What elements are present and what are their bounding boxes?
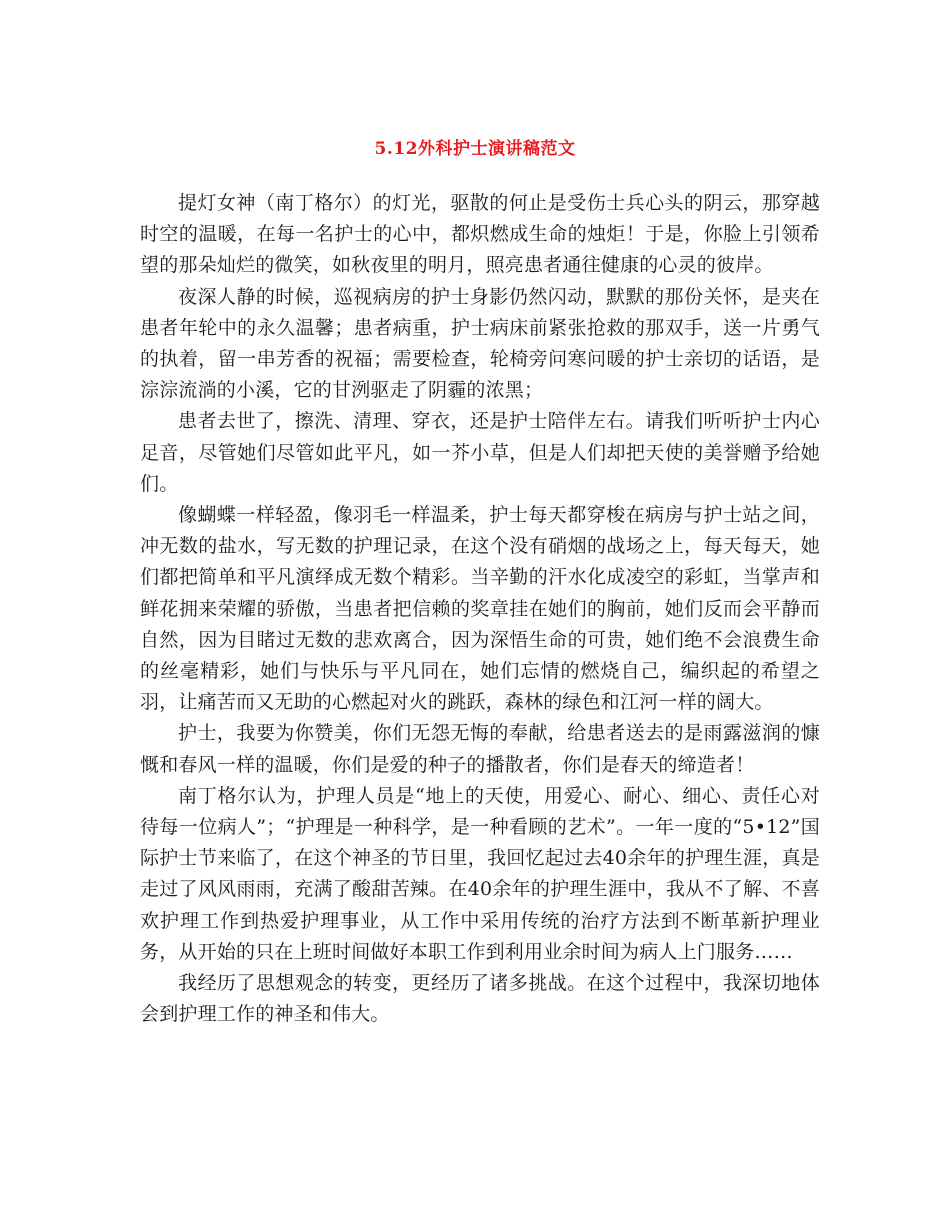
paragraph-4: 像蝴蝶一样轻盈，像羽毛一样温柔，护士每天都穿梭在病房与护士站之间，冲无数的盐水，写无数的护理记录，在这个没有硝烟的战场之上，每天每天，她们都把简单和平凡演绎成无数个精彩。当辛勤的汗水化成凌空的彩虹，当掌声和鲜花拥来荣耀的骄傲，当患者把信赖的奖章挂在她们的胸前，她们反而会平静而自然，因为目睹过无数的悲欢离合，因为深悟生命的可贵，她们绝不会浪费生命的丝毫精彩，她们与快乐与平凡同在，她们忘情的燃烧自己，编织起的希望之羽，让痛苦而又无助的心燃起对火的跳跃，森林的绿色和江河一样的阔大。	[140, 504, 820, 714]
paragraph-7: 我经历了思想观念的转变，更经历了诸多挑战。在这个过程中，我深切地体会到护理工作的神圣和伟大。	[140, 972, 820, 1026]
paragraph-5: 护士，我要为你赞美，你们无怨无悔的奉献，给患者送去的是雨露滋润的慷慨和春风一样的温暖，你们是爱的种子的播散者，你们是春天的缔造者！	[140, 722, 820, 776]
paragraph-2: 夜深人静的时候，巡视病房的护士身影仍然闪动，默默的那份关怀，是夹在患者年轮中的永久温馨；患者病重，护士病床前紧张抢救的那双手，送一片勇气的执着，留一串芳香的祝福；需要检查，轮椅旁问寒问暖的护士亲切的话语，是淙淙流淌的小溪，它的甘洌驱走了阴霾的浓黑；	[140, 285, 820, 402]
document-body	[140, 188, 820, 1030]
paragraph-1: 提灯女神（南丁格尔）的灯光，驱散的何止是受伤士兵心头的阴云，那穿越时空的温暖，在每一名护士的心中，都炽燃成生命的烛炬！于是，你脸上引领希望的那朵灿烂的微笑，如秋夜里的明月，照亮患者通往健康的心灵的彼岸。	[140, 192, 820, 277]
paragraph-3: 患者去世了，擦洗、清理、穿衣，还是护士陪伴左右。请我们听听护士内心足音，尽管她们尽管如此平凡，如一芥小草，但是人们却把天使的美誉赠予给她们。	[140, 410, 820, 495]
paragraph-6: 南丁格尔认为，护理人员是“地上的天使，用爱心、耐心、细心、责任心对待每一位病人”；“护理是一种科学，是一种看顾的艺术”。一年一度的“5•12”国际护士节来临了，在这个神圣的节日里，我回忆起过去40余年的护理生涯，真是走过了风风雨雨，充满了酸甜苦辣。在40余年的护理生涯中，我从不了解、不喜欢护理工作到热爱护理事业，从工作中采用传统的治疗方法到不断革新护理业务，从开始的只在上班时间做好本职工作到利用业余时间为病人上门服务……	[140, 784, 820, 963]
page-title: 5.12外科护士演讲稿范文	[374, 139, 576, 160]
